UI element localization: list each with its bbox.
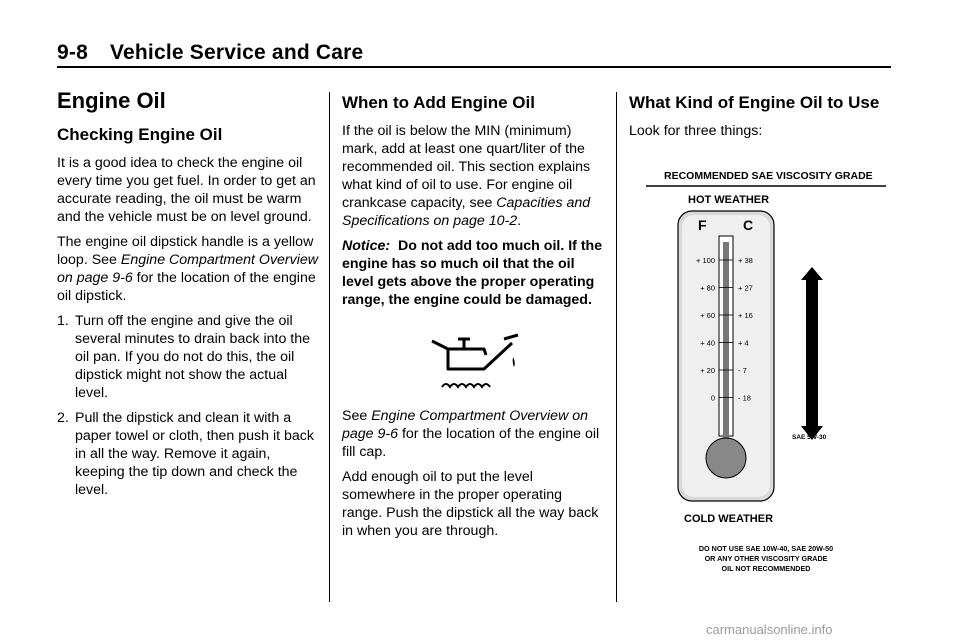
fahrenheit-tick: + 80 xyxy=(700,283,715,293)
subheading-checking-engine-oil: Checking Engine Oil xyxy=(57,125,223,144)
column-1 xyxy=(57,88,319,506)
thermometer-mercury xyxy=(723,242,729,442)
celsius-tick: + 27 xyxy=(738,283,753,293)
celsius-tick: + 4 xyxy=(738,338,749,348)
section-heading-engine-oil: Engine Oil xyxy=(57,88,166,113)
paragraph-three-things: Look for three things: xyxy=(629,123,763,139)
fahrenheit-tick: 0 xyxy=(710,393,715,403)
page-number: 9-8 xyxy=(57,41,88,64)
fahrenheit-label: F xyxy=(698,217,707,233)
column-divider-1 xyxy=(329,92,330,602)
subheading-kind-of-oil: What Kind of Engine Oil to Use xyxy=(629,93,880,112)
fahrenheit-tick: + 100 xyxy=(696,256,715,265)
warning-line-1: DO NOT USE SAE 10W-40, SAE 20W-50 xyxy=(698,544,834,553)
oil-can-icon xyxy=(428,329,520,393)
celsius-tick: - 7 xyxy=(738,366,747,375)
notice-label: Notice: xyxy=(342,238,391,254)
paragraph-min-mark: If the oil is below the MIN (minimum) mark, add at least one quart/liter of the recommended oil. This section explains what kind of oil to use. For engine oil crankcase capacity, see Capacities and Specifications on page 10-2. xyxy=(342,123,591,229)
fahrenheit-tick: + 40 xyxy=(700,338,715,348)
fahrenheit-tick: + 20 xyxy=(700,366,715,375)
column-divider-2 xyxy=(616,92,617,602)
viscosity-heading: RECOMMENDED SAE VISCOSITY GRADE xyxy=(664,170,873,182)
celsius-tick: + 16 xyxy=(738,311,753,320)
paragraph-check-oil: It is a good idea to check the engine oil every time you get fuel. In order to get an accurate reading, the oil must be warm and the vehicle must be on level ground. xyxy=(57,155,316,225)
celsius-tick: + 38 xyxy=(738,256,753,265)
grade-label: SAE 5W-30 xyxy=(792,434,827,441)
column-2 xyxy=(342,92,606,547)
viscosity-grade-chart xyxy=(636,162,896,582)
subheading-when-to-add: When to Add Engine Oil xyxy=(342,93,535,112)
page-header xyxy=(57,41,363,65)
paragraph-fill-cap: See Engine Compartment Overview on page 9-6 for the location of the engine oil fill cap. xyxy=(342,408,600,460)
viscosity-range-arrow xyxy=(801,267,823,440)
header-rule xyxy=(57,66,891,68)
column-3 xyxy=(629,92,891,147)
celsius-label: C xyxy=(743,217,754,233)
fahrenheit-tick: + 60 xyxy=(700,311,715,320)
paragraph-dipstick: The engine oil dipstick handle is a yellow loop. See Engine Compartment Overview on page 9-6 for the location of the engine oil dipstick. xyxy=(57,234,319,304)
section-title: Vehicle Service and Care xyxy=(109,41,364,64)
list-item: 1. Turn off the engine and give the oil several minutes to drain back into the oil pan. If you do not do this, the oil dipstick might not show the actual level. xyxy=(57,313,311,401)
celsius-tick: - 18 xyxy=(738,393,751,403)
warning-line-3: OIL NOT RECOMMENDED xyxy=(721,564,811,573)
paragraph-add-oil: Add enough oil to put the level somewhere in the proper operating range. Push the dipstick all the way back in when you are through. xyxy=(342,469,599,539)
cold-weather-label: COLD WEATHER xyxy=(684,513,774,525)
xref-capacities[interactable]: Capacities and Specifications on page 10-2 xyxy=(342,195,591,229)
steps-list xyxy=(57,312,319,499)
hot-weather-label: HOT WEATHER xyxy=(688,194,770,206)
watermark: carmanualsonline.info xyxy=(706,622,833,637)
thermometer-bulb xyxy=(706,438,746,478)
xref-engine-compartment-2[interactable]: Engine Compartment Overview on page 9-6 xyxy=(342,408,589,442)
list-item: 2. Pull the dipstick and clean it with a paper towel or cloth, then push it back in all the way. Remove it again, keeping the tip down and check the level. xyxy=(57,410,314,498)
xref-engine-compartment[interactable]: Engine Compartment Overview on page 9-6 xyxy=(57,252,319,286)
notice-block xyxy=(342,237,606,309)
warning-line-2: OR ANY OTHER VISCOSITY GRADE xyxy=(704,554,828,563)
notice-text: Do not add too much oil. If the engine has so much oil that the oil level gets above the proper operating range, the engine could be damaged. xyxy=(342,238,603,308)
